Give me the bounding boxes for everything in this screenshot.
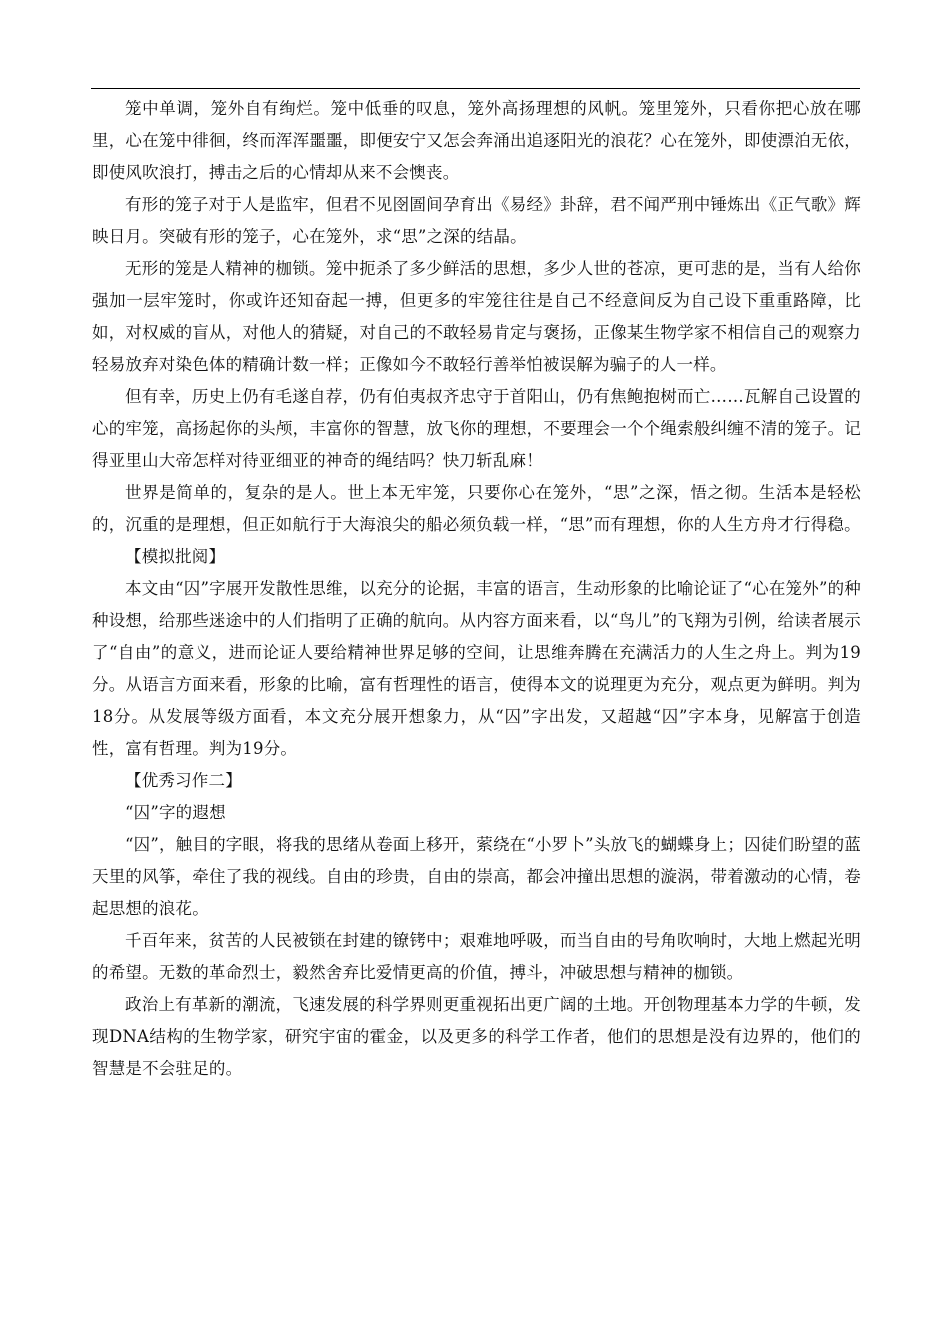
paragraph-history-examples: 但有幸，历史上仍有毛遂自荐，仍有伯夷叔齐忠守于首阳山，仍有焦鲍抱树而亡……瓦解自己设置的心的牢笼，高扬起你的头颅，丰富你的智慧，放飞你的理想，不要理会一个个绳索般纠缠不清的笼子。记得亚里山大帝怎样对待亚细亚的神奇的绳结吗？快刀斩乱麻！ (92, 387, 861, 470)
paragraph-visible-cage: 有形的笼子对于人是监牢，但君不见囹圄间孕育出《易经》卦辞，君不闻严刑中锤炼出《正气歌》辉映日月。突破有形的笼子，心在笼外，求“思”之深的结晶。 (92, 195, 861, 246)
paragraph-essay-science: 政治上有革新的潮流，飞速发展的科学界则更重视拓出更广阔的土地。开创物理基本力学的牛顿，发现DNA结构的生物学家，研究宇宙的霍金，以及更多的科学工作者，他们的思想是没有边界的，他们的智慧是不会驻足的。 (92, 995, 861, 1078)
paragraph-invisible-cage: 无形的笼是人精神的枷锁。笼中扼杀了多少鲜活的思想，多少人世的苍凉，更可悲的是，当有人给你强加一层牢笼时，你或许还知奋起一搏，但更多的牢笼往往是自己不经意间反为自己设下重重路障，比如，对权威的盲从，对他人的猜疑，对自己的不敢轻易肯定与褒扬，正像某生物学家不相信自己的观察力轻易放弃对染色体的精确计数一样；正像如今不敢轻行善举怕被误解为骗子的人一样。 (92, 259, 861, 374)
section-heading-mock-grading: 【模拟批阅】 (125, 547, 226, 566)
paragraph-essay-history: 千百年来，贫苦的人民被锁在封建的镣铐中；艰难地呼吸，而当自由的号角吹响时，大地上燃起光明的希望。无数的革命烈士，毅然舍弃比爱情更高的价值，搏斗，冲破思想与精神的枷锁。 (92, 931, 861, 982)
paragraph-world-is-simple: 世界是简单的，复杂的是人。世上本无牢笼，只要你心在笼外，“思”之深，悟之彻。生活本是轻松的，沉重的是理想，但正如航行于大海浪尖的船必须负载一样，“思”而有理想，你的人生方舟才行得稳。 (92, 483, 861, 534)
paragraph-grading-comment: 本文由“囚”字展开发散性思维，以充分的论据，丰富的语言，生动形象的比喻论证了“心在笼外”的种种设想，给那些迷途中的人们指明了正确的航向。从内容方面来看，以“鸟儿”的飞翔为引例，给读者展示了“自由”的意义，进而论证人要给精神世界足够的空间，让思维奔腾在充满活力的人生之舟上。判为19分。从语言方面来看，形象的比喻，富有哲理性的语言，使得本文的说理更为充分，观点更为鲜明。判为18分。从发展等级方面看，本文充分展开想象力，从“囚”字出发，又超越“囚”字本身，见解富于创造性，富有哲理。判为19分。 (92, 579, 861, 758)
essay-title: “囚”字的遐想 (125, 803, 226, 822)
paragraph-cage-inside-outside: 笼中单调，笼外自有绚烂。笼中低垂的叹息，笼外高扬理想的风帆。笼里笼外，只看你把心放在哪里，心在笼中徘徊，终而浑浑噩噩，即便安宁又怎会奔涌出追逐阳光的浪花？心在笼外，即使漂泊无依，即使风吹浪打，搏击之后的心情却从来不会懊丧。 (92, 99, 861, 182)
article-body (92, 93, 861, 1085)
section-heading-excellent-essay-two: 【优秀习作二】 (125, 771, 242, 790)
paragraph-essay-opening: “囚”，触目的字眼，将我的思绪从卷面上移开，萦绕在“小罗卜”头放飞的蝴蝶身上；囚徒们盼望的蓝天里的风筝，牵住了我的视线。自由的珍贵，自由的崇高，都会冲撞出思想的漩涡，带着激动的心情，卷起思想的浪花。 (92, 835, 861, 918)
header-rule (91, 88, 860, 89)
